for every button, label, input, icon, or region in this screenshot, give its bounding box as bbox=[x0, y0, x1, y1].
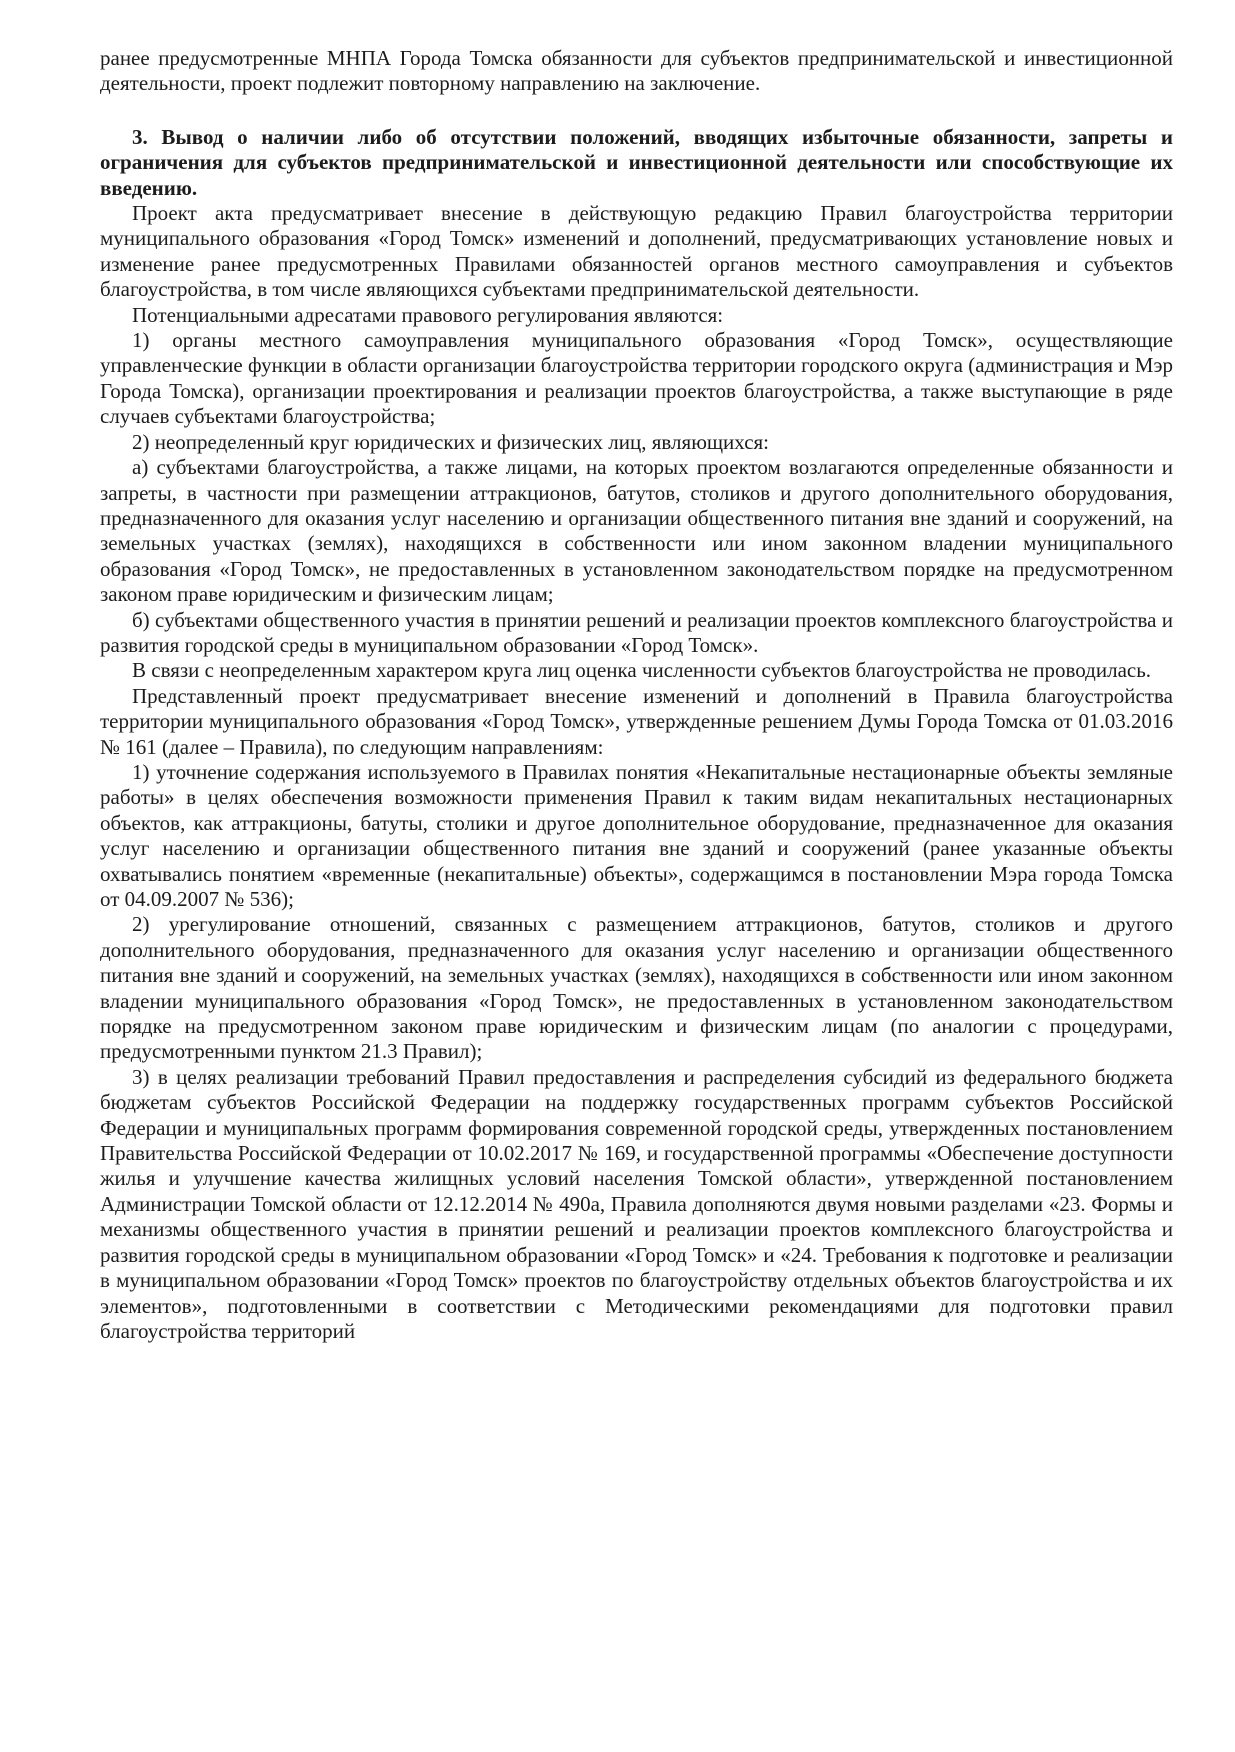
paragraph: Проект акта предусматривает внесение в действующую редакцию Правил благоустройства территории муниципального образования «Город Томск» изменений и дополнений, предусматривающих установление новых и изменение ранее предусмотренных Правилами обязанностей органов местного самоуправления и субъектов благоустройства, в том числе являющихся субъектами предпринимательской деятельности. bbox=[100, 201, 1173, 302]
paragraph: а) субъектами благоустройства, а также лицами, на которых проектом возлагаются определенные обязанности и запреты, в частности при размещении аттракционов, батутов, столиков и другого дополнительного оборудования, предназначенного для оказания услуг населению и организации общественного питания вне зданий и сооружений, на земельных участках (землях), находящихся в собственности или ином законном владении муниципального образования «Город Томск», не предоставленных в установленном законодательством порядке на предусмотренном законом праве юридическим и физическим лицам; bbox=[100, 455, 1173, 607]
paragraph: 2) урегулирование отношений, связанных с размещением аттракционов, батутов, столиков и другого дополнительного оборудования, предназначенного для оказания услуг населению и организации общественного питания вне зданий и сооружений, на земельных участках (землях), находящихся в собственности или ином законном владении муниципального образования «Город Томск», не предоставленных в установленном законодательством порядке на предусмотренном законом праве юридическим и физическим лицам (по аналогии с процедурами, предусмотренными пунктом 21.3 Правил); bbox=[100, 912, 1173, 1064]
paragraph: 2) неопределенный круг юридических и физических лиц, являющихся: bbox=[132, 429, 770, 454]
paragraph: 1) органы местного самоуправления муниципального образования «Город Томск», осуществляющие управленческие функции в области организации благоустройства территории городского округа (администрация и Мэр Города Томска), организации проектирования и реализации проектов благоустройства, а также выступающие в ряде случаев субъектами благоустройства; bbox=[100, 328, 1173, 429]
paragraph: Потенциальными адресатами правового регулирования являются: bbox=[132, 302, 724, 327]
paragraph: 1) уточнение содержания используемого в Правилах понятия «Некапитальные нестационарные объекты земляные работы» в целях обеспечения возможности применения Правил к таким видам некапитальных нестационарных объектов, как аттракционы, батуты, столики и другое дополнительное оборудование, предназначенное для оказания услуг населению и организации общественного питания вне зданий и сооружений (ранее указанные объекты охватывались понятием «временные (некапитальные) объекты», содержащимся в постановлении Мэра города Томска от 04.09.2007 № 536); bbox=[100, 759, 1173, 911]
paragraph: В связи с неопределенным характером круга лиц оценка численности субъектов благоустройства не проводилась. bbox=[132, 658, 1152, 683]
paragraph: б) субъектами общественного участия в принятии решений и реализации проектов комплексного благоустройства и развития городской среды в муниципальном образовании «Город Томск». bbox=[100, 607, 1173, 657]
section-heading: 3. Вывод о наличии либо об отсутствии положений, вводящих избыточные обязанности, запреты и ограничения для субъектов предпринимательской и инвестиционной деятельности или способствующие их введению. bbox=[100, 124, 1173, 200]
paragraph: Представленный проект предусматривает внесение изменений и дополнений в Правила благоустройства территории муниципального образования «Город Томск», утвержденные решением Думы Города Томска от 01.03.2016 № 161 (далее – Правила), по следующим направлениям: bbox=[100, 683, 1173, 759]
paragraph: 3) в целях реализации требований Правил предоставления и распределения субсидий из федерального бюджета бюджетам субъектов Российской Федерации на поддержку государственных программ субъектов Российской Федерации и муниципальных программ формирования современной городской среды, утвержденных постановлением Правительства Российской Федерации от 10.02.2017 № 169, и государственной программы «Обеспечение доступности жилья и улучшение качества жилищных условий населения Томской области», утвержденной постановлением Администрации Томской области от 12.12.2014 № 490а, Правила дополняются двумя новыми разделами «23. Формы и механизмы общественного участия в принятии решений и реализации проектов комплексного благоустройства и развития городской среды в муниципальном образовании «Город Томск» и «24. Требования к подготовке и реализации в муниципальном образовании «Город Томск» проектов по благоустройству отдельных объектов благоустройства и их элементов», подготовленными в соответствии с Методическими рекомендациями для подготовки правил благоустройства территорий bbox=[100, 1064, 1173, 1343]
intro-continuation: ранее предусмотренные МНПА Города Томска обязанности для субъектов предпринимательской и инвестиционной деятельности, проект подлежит повторному направлению на заключение. bbox=[100, 46, 1173, 96]
